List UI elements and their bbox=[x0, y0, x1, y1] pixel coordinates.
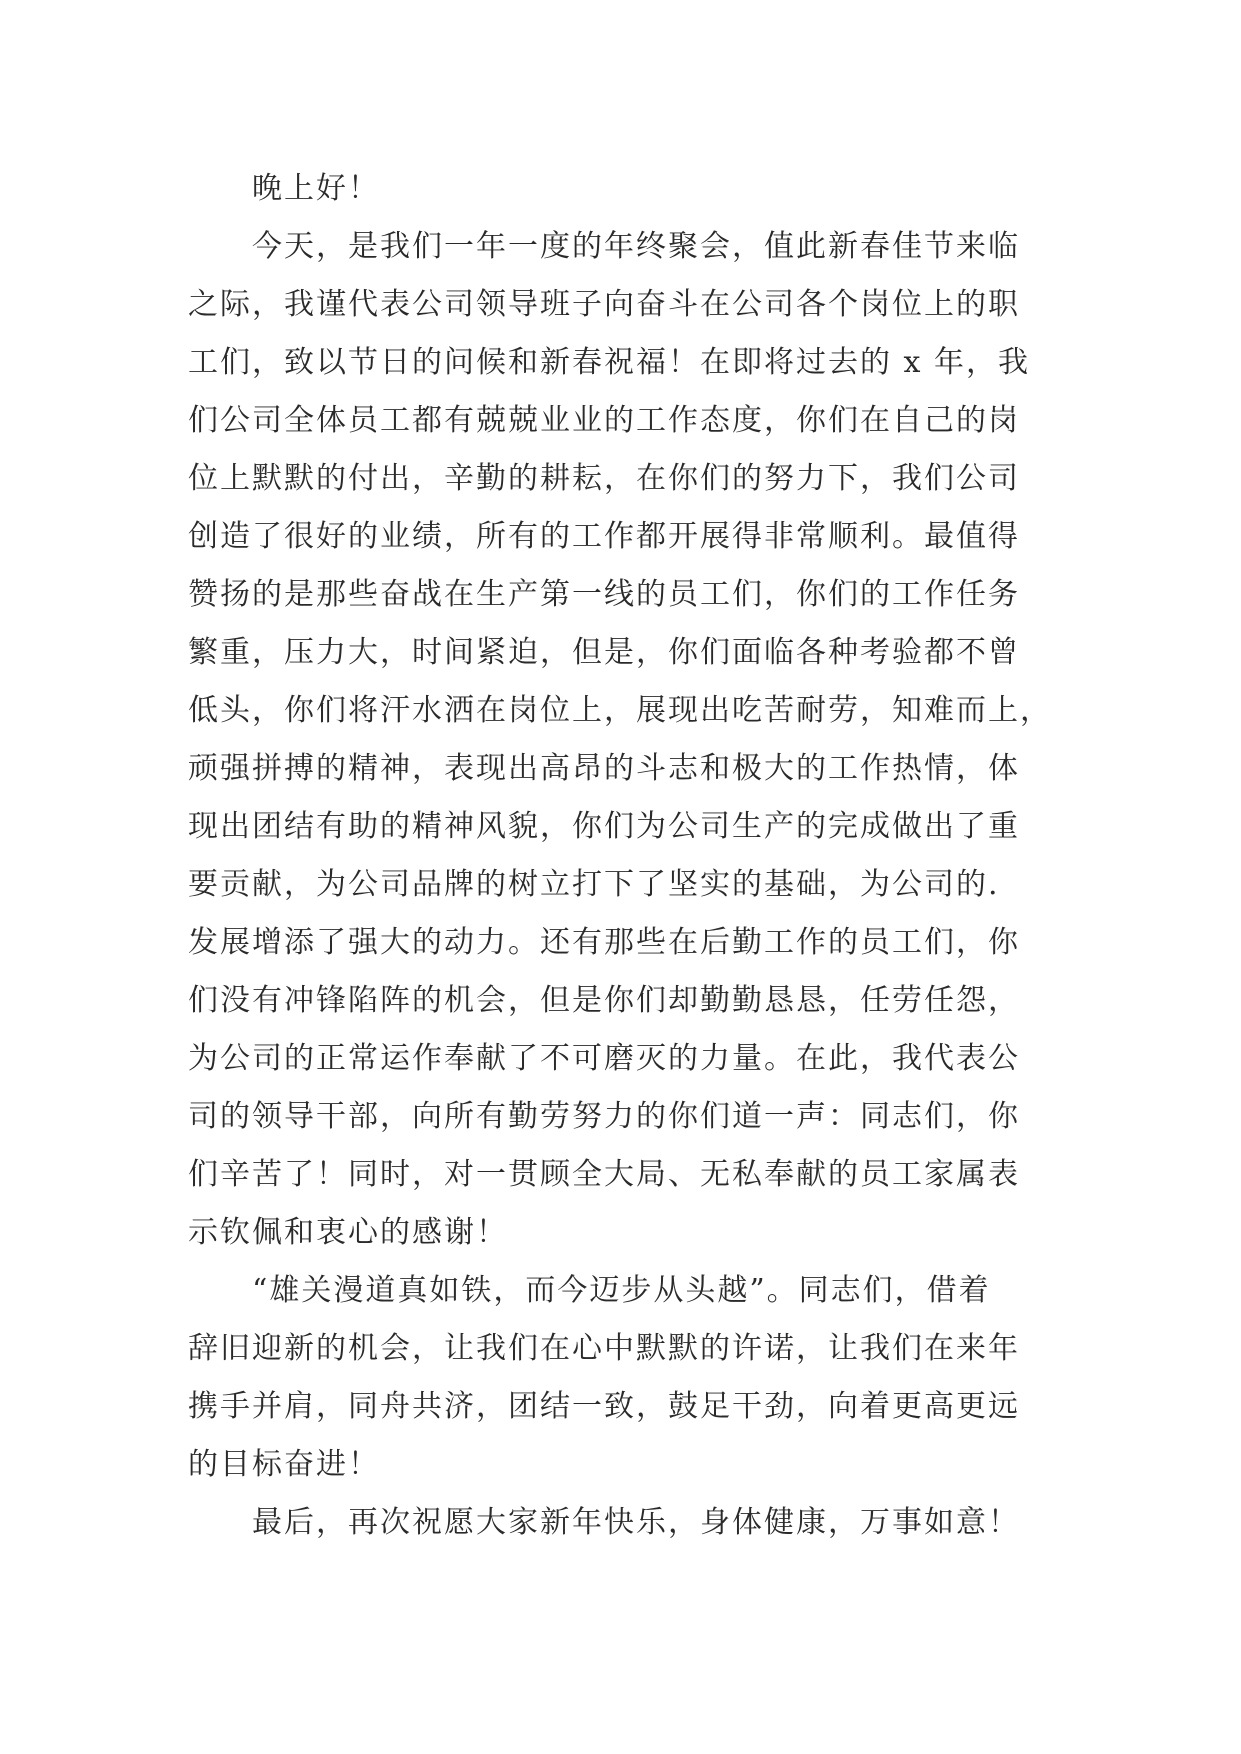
paragraph-line: 位上默默的付出，辛勤的耕耘，在你们的努力下，我们公司 bbox=[188, 461, 1020, 496]
paragraph-line: “雄关漫道真如铁，而今迈步从头越”。同志们，借着 bbox=[252, 1273, 991, 1308]
paragraph-line: 们辛苦了！同时，对一贯顾全大局、无私奉献的员工家属表 bbox=[188, 1157, 1020, 1192]
paragraph-line: 繁重，压力大，时间紧迫，但是，你们面临各种考验都不曾 bbox=[188, 635, 1020, 670]
paragraph-line: 携手并肩，同舟共济，团结一致，鼓足干劲，向着更高更远 bbox=[188, 1389, 1020, 1424]
paragraph-line: 顽强拼搏的精神，表现出高昂的斗志和极大的工作热情，体 bbox=[188, 751, 1020, 786]
paragraph-line: 为公司的正常运作奉献了不可磨灭的力量。在此，我代表公 bbox=[188, 1041, 1020, 1076]
paragraph-line: 现出团结有助的精神风貌，你们为公司生产的完成做出了重 bbox=[188, 809, 1020, 844]
paragraph-line: 的目标奋进！ bbox=[188, 1447, 380, 1482]
paragraph-line: 司的领导干部，向所有勤劳努力的你们道一声：同志们，你 bbox=[188, 1099, 1020, 1134]
document-body bbox=[188, 160, 1054, 1552]
greeting-line: 晚上好！ bbox=[252, 171, 380, 206]
paragraph-line: 工们，致以节日的问候和新春祝福！在即将过去的 x 年，我 bbox=[188, 345, 1030, 380]
paragraph-line: 示钦佩和衷心的感谢！ bbox=[188, 1215, 508, 1250]
paragraph-line: 赞扬的是那些奋战在生产第一线的员工们，你们的工作任务 bbox=[188, 577, 1020, 612]
paragraph-line: 之际，我谨代表公司领导班子向奋斗在公司各个岗位上的职 bbox=[188, 287, 1020, 322]
paragraph-line: 今天，是我们一年一度的年终聚会，值此新春佳节来临 bbox=[252, 229, 1020, 264]
paragraph-line: 要贡献，为公司品牌的树立打下了坚实的基础，为公司的. bbox=[188, 867, 1000, 902]
paragraph-line: 创造了很好的业绩，所有的工作都开展得非常顺利。最值得 bbox=[188, 519, 1020, 554]
paragraph-line: 发展增添了强大的动力。还有那些在后勤工作的员工们，你 bbox=[188, 925, 1020, 960]
paragraph-line: 辞旧迎新的机会，让我们在心中默默的许诺，让我们在来年 bbox=[188, 1331, 1020, 1366]
paragraph-line: 们公司全体员工都有兢兢业业的工作态度，你们在自己的岗 bbox=[188, 403, 1020, 438]
paragraph-line: 们没有冲锋陷阵的机会，但是你们却勤勤恳恳，任劳任怨， bbox=[188, 983, 1020, 1018]
closing-line: 最后，再次祝愿大家新年快乐，身体健康，万事如意！ bbox=[252, 1505, 1020, 1540]
paragraph-line: 低头，你们将汗水洒在岗位上，展现出吃苦耐劳，知难而上， bbox=[188, 693, 1052, 728]
